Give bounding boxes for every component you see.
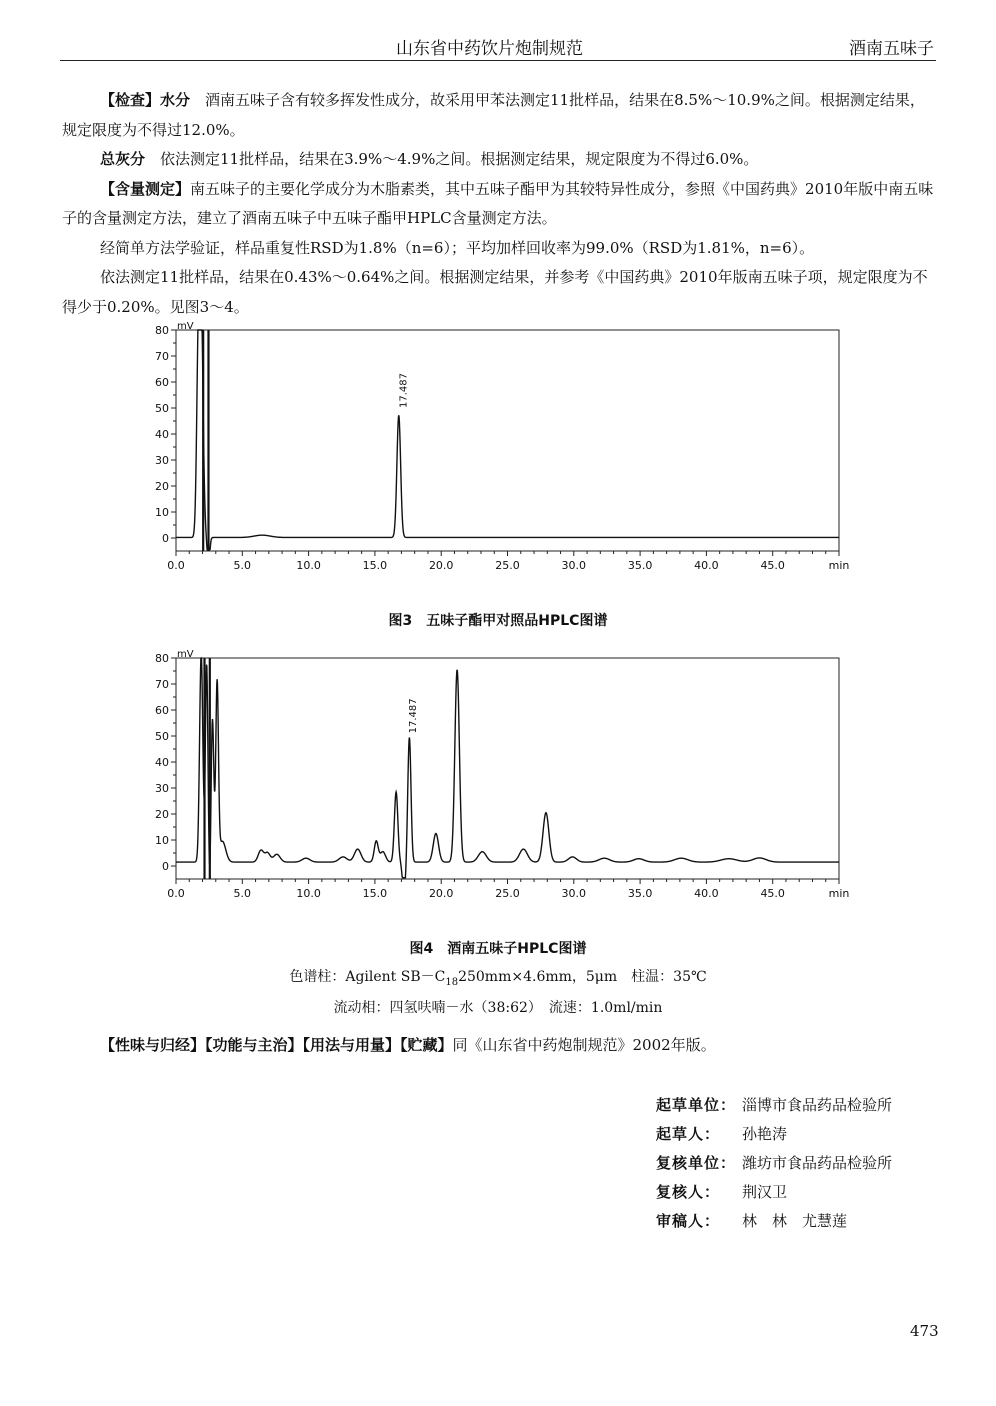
x-tick-label: 10.0 <box>296 887 321 900</box>
y-tick-label: 30 <box>155 782 169 795</box>
signature-value: 淄博市食品药品检验所 <box>742 1096 893 1114</box>
section-title: 酒南五味子 <box>849 39 934 59</box>
chromatogram-reference-svg <box>150 318 850 593</box>
signature-label: 起草人： <box>656 1125 721 1143</box>
column-subscript: 18 <box>445 976 459 988</box>
paragraph-moisture <box>62 86 936 145</box>
signature-label: 复核单位： <box>656 1154 737 1172</box>
chromatogram-trace <box>176 658 839 878</box>
x-tick-label: 25.0 <box>495 887 520 900</box>
page-number: 473 <box>910 1322 939 1340</box>
signature-label: 起草单位： <box>656 1096 737 1114</box>
y-tick-label: 10 <box>155 506 169 519</box>
x-tick-label: 5.0 <box>233 559 252 572</box>
signature-row <box>656 1181 787 1202</box>
column-text-rest: 250mm×4.6mm，5μm 柱温：35℃ <box>458 969 707 985</box>
text-ash: 依法测定11批样品，结果在3.9%～4.9%之间。根据测定结果，规定限度为不得过6.0%。 <box>145 150 759 168</box>
label-moisture: 【检查】水分 <box>100 91 191 109</box>
chromatogram-sample <box>150 646 850 921</box>
paragraph-ash <box>62 145 936 175</box>
x-tick-label: 0.0 <box>167 887 185 900</box>
x-tick-label: 25.0 <box>495 559 520 572</box>
chromatographic-conditions-mobile: 流动相：四氢呋喃－水（38:62） 流速：1.0ml/min <box>333 1000 663 1016</box>
y-tick-label: 70 <box>155 678 169 691</box>
figure-caption-3: 图3 五味子酯甲对照品HPLC图谱 <box>388 613 608 629</box>
x-tick-label: 15.0 <box>362 887 388 900</box>
peak-retention-label: 17.487 <box>398 373 410 408</box>
signature-row <box>656 1210 847 1231</box>
plot-frame <box>176 658 839 879</box>
y-tick-label: 80 <box>155 652 169 665</box>
signature-value: 荆汉卫 <box>742 1183 788 1201</box>
x-tick-label: 35.0 <box>627 887 653 900</box>
y-tick-label: 0 <box>162 860 169 873</box>
y-axis-unit: mV <box>177 321 194 332</box>
x-tick-label: 10.0 <box>296 559 321 572</box>
x-tick-label: 40.0 <box>694 887 719 900</box>
signature-value: 潍坊市食品药品检验所 <box>742 1154 893 1172</box>
paragraph-assay <box>62 175 936 234</box>
cross-reference <box>100 1034 716 1055</box>
chromatographic-conditions-column <box>0 966 996 988</box>
y-tick-label: 10 <box>155 834 169 847</box>
y-tick-label: 40 <box>155 756 169 769</box>
y-tick-label: 20 <box>155 480 169 493</box>
x-tick-label: 30.0 <box>561 887 587 900</box>
text-assay: 南五味子的主要化学成分为木脂素类，其中五味子酯甲为其较特异性成分，参照《中国药典》2010年版中南五味子的含量测定方法，建立了酒南五味子中五味子酯甲HPLC含量测定方法。 <box>62 179 934 227</box>
x-tick-label: 35.0 <box>627 559 653 572</box>
y-tick-label: 80 <box>155 324 169 337</box>
y-axis-unit: mV <box>177 649 194 660</box>
y-tick-label: 60 <box>155 704 169 717</box>
signature-label: 审稿人： <box>656 1212 721 1230</box>
signature-value: 林 林 尤慧莲 <box>742 1212 848 1230</box>
y-tick-label: 20 <box>155 808 169 821</box>
cross-reference-labels: 【性味与归经】【功能与主治】【用法与用量】【贮藏】 <box>100 1036 453 1054</box>
body-text <box>62 86 936 322</box>
paragraph-validation: 经简单方法学验证，样品重复性RSD为1.8%（n=6）；平均加样回收率为99.0%（RSD为1.81%，n=6）。 <box>100 238 815 257</box>
x-tick-label: 40.0 <box>694 559 719 572</box>
text-moisture: 酒南五味子含有较多挥发性成分，故采用甲苯法测定11批样品，结果在8.5%～10.9%之间。根据测定结果，规定限度为不得过12.0%。 <box>62 91 925 139</box>
signature-row <box>656 1123 787 1144</box>
signature-row <box>656 1094 892 1115</box>
x-tick-label: min <box>828 559 850 572</box>
y-tick-label: 50 <box>155 730 169 743</box>
column-text: 色谱柱：Agilent SB－C <box>289 969 446 985</box>
signature-row <box>656 1152 892 1173</box>
plot-frame <box>176 330 839 551</box>
paragraph-result: 依法测定11批样品，结果在0.43%～0.64%之间。根据测定结果，并参考《中国药典》2010年版南五味子项，规定限度为不得少于0.20%。见图3～4。 <box>62 268 928 316</box>
signature-value: 孙艳涛 <box>742 1125 788 1143</box>
x-tick-label: 5.0 <box>233 887 252 900</box>
x-tick-label: 45.0 <box>760 887 785 900</box>
figure-caption-4: 图4 酒南五味子HPLC图谱 <box>409 941 587 957</box>
y-tick-label: 70 <box>155 350 169 363</box>
label-assay: 【含量测定】 <box>100 179 191 198</box>
book-title: 山东省中药饮片炮制规范 <box>396 39 583 59</box>
y-tick-label: 40 <box>155 428 169 441</box>
x-tick-label: 0.0 <box>167 559 185 572</box>
x-tick-label: 45.0 <box>760 559 785 572</box>
y-tick-label: 0 <box>162 532 169 545</box>
y-tick-label: 60 <box>155 376 169 389</box>
x-tick-label: 15.0 <box>362 559 388 572</box>
label-ash: 总灰分 <box>100 150 146 168</box>
chromatogram-trace <box>176 330 839 550</box>
cross-reference-text: 同《山东省中药炮制规范》2002年版。 <box>452 1036 716 1054</box>
x-tick-label: 30.0 <box>561 559 587 572</box>
signature-label: 复核人： <box>656 1183 721 1201</box>
x-tick-label: min <box>828 887 850 900</box>
y-tick-label: 30 <box>155 454 169 467</box>
chromatogram-sample-svg <box>150 646 850 921</box>
running-header <box>60 34 936 61</box>
peak-retention-label: 17.487 <box>408 698 420 734</box>
y-tick-label: 50 <box>155 402 169 415</box>
chromatogram-reference <box>150 318 850 593</box>
x-tick-label: 20.0 <box>428 887 454 900</box>
x-tick-label: 20.0 <box>428 559 454 572</box>
